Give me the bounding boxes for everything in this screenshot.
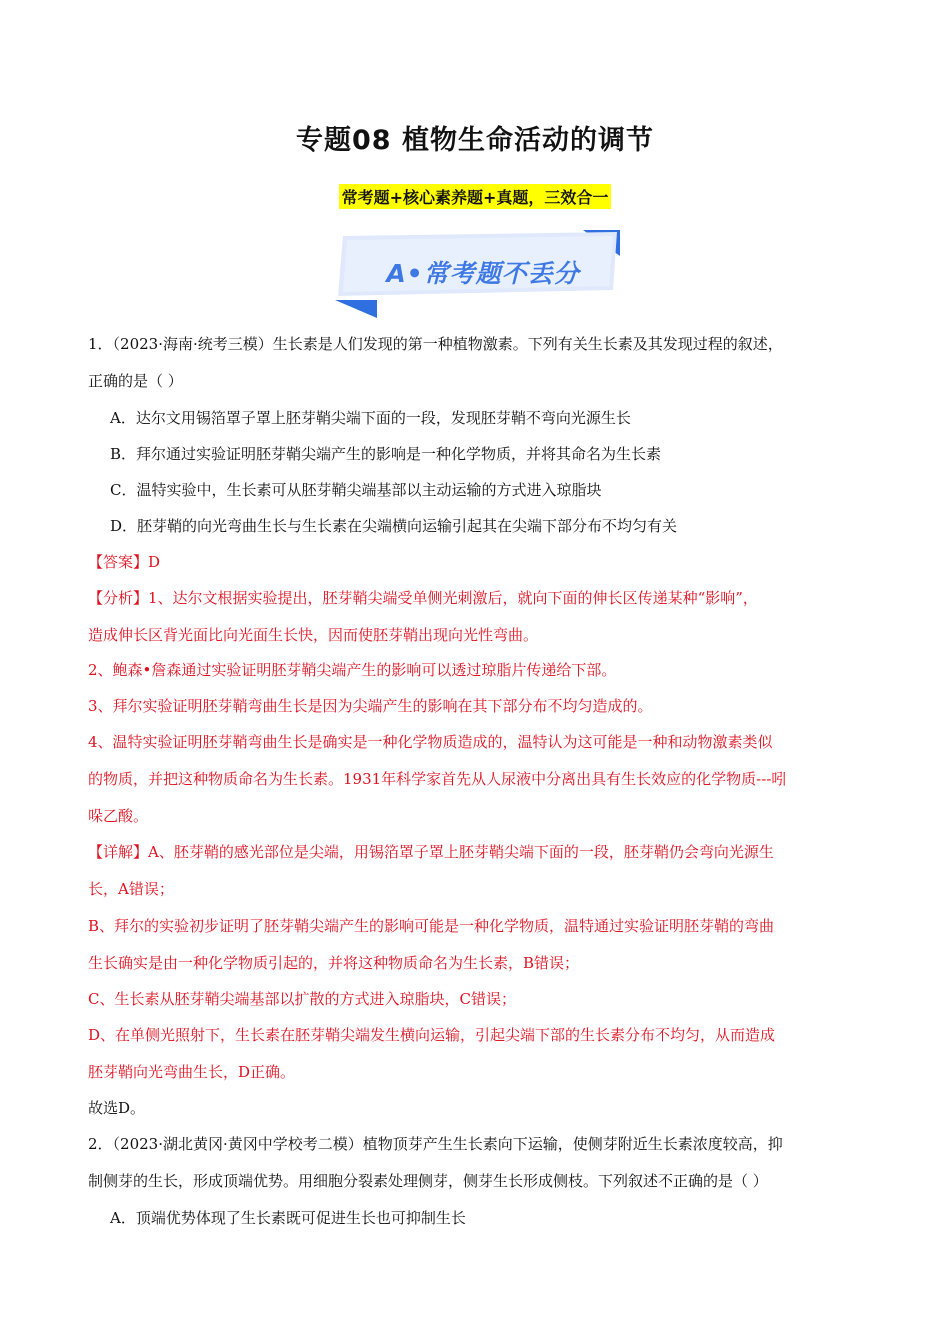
subtitle-highlight: 常考题+核心素养题+真题，三效合一 bbox=[339, 184, 612, 209]
analysis-tag: 【分析】 bbox=[88, 589, 149, 607]
q1-detail-line3: B、拜尔的实验初步证明了胚芽鞘尖端产生的影响可能是一种化学物质，温特通过实验证明胚芽鞘的弯曲 bbox=[88, 917, 775, 935]
q1-analysis-line5: 4、温特实验证明胚芽鞘弯曲生长是确实是一种化学物质造成的，温特认为这可能是一种和动物激素类似 bbox=[88, 733, 773, 751]
q1-detail-line4: 生长确实是由一种化学物质引起的，并将这种物质命名为生长素，B错误； bbox=[88, 954, 580, 972]
q2-stem-line1: 2．（2023·湖北黄冈·黄冈中学校考二模）植物顶芽产生生长素向下运输，使侧芽附近生长素浓度较高，抑 bbox=[88, 1135, 783, 1153]
q1-conclusion: 故选D。 bbox=[88, 1099, 146, 1117]
q1-analysis-line1: 【分析】1、达尔文根据实验提出，胚芽鞘尖端受单侧光刺激后，就向下面的伸长区传递某种“影响”， bbox=[88, 589, 758, 607]
q1-analysis-line6: 的物质，并把这种物质命名为生长素。1931年科学家首先从人尿液中分离出具有生长效应的化学物质---吲 bbox=[88, 770, 787, 788]
subtitle-wrap bbox=[0, 184, 950, 209]
q1-detail-line2: 长，A错误； bbox=[88, 880, 174, 898]
q1-answer: 【答案】D bbox=[88, 553, 161, 571]
q1-analysis-line2: 造成伸长区背光面比向光面生长快，因而使胚芽鞘出现向光性弯曲。 bbox=[88, 626, 539, 644]
q1-analysis-line3: 2、鲍森•詹森通过实验证明胚芽鞘尖端产生的影响可以透过琼脂片传递给下部。 bbox=[88, 661, 617, 679]
q1-stem-line1: 1．（2023·海南·统考三模）生长素是人们发现的第一种植物激素。下列有关生长素及其发现过程的叙述， bbox=[88, 335, 783, 353]
detail-tag: 【详解】 bbox=[88, 843, 149, 861]
section-banner bbox=[335, 230, 625, 318]
q1-detail-line7: 胚芽鞘向光弯曲生长，D正确。 bbox=[88, 1063, 296, 1081]
q1-detail-line6: D、在单侧光照射下，生长素在胚芽鞘尖端发生横向运输，引起尖端下部的生长素分布不均匀，从而造成 bbox=[88, 1026, 776, 1044]
q1-option-d: D．胚芽鞘的向光弯曲生长与生长素在尖端横向运输引起其在尖端下部分布不均匀有关 bbox=[110, 517, 678, 535]
q1-option-a: A．达尔文用锡箔罩子罩上胚芽鞘尖端下面的一段，发现胚芽鞘不弯向光源生长 bbox=[110, 409, 631, 427]
banner-label: A•常考题不丢分 bbox=[386, 259, 580, 288]
q1-stem-line2: 正确的是（ ） bbox=[88, 372, 183, 390]
q2-stem-line2: 制侧芽的生长，形成顶端优势。用细胞分裂素处理侧芽，侧芽生长形成侧枝。下列叙述不正确的是（ ） bbox=[88, 1172, 768, 1190]
q1-analysis-line7: 哚乙酸。 bbox=[88, 807, 149, 825]
q1-option-c: C．温特实验中，生长素可从胚芽鞘尖端基部以主动运输的方式进入琼脂块 bbox=[110, 481, 602, 499]
q1-analysis-line4: 3、拜尔实验证明胚芽鞘弯曲生长是因为尖端产生的影响在其下部分布不均匀造成的。 bbox=[88, 697, 653, 715]
page-title: 专题08 植物生命活动的调节 bbox=[296, 125, 654, 156]
q1-detail-line5: C、生长素从胚芽鞘尖端基部以扩散的方式进入琼脂块，C错误； bbox=[88, 990, 516, 1008]
q2-option-a: A．顶端优势体现了生长素既可促进生长也可抑制生长 bbox=[110, 1209, 466, 1227]
q1-option-b: B．拜尔通过实验证明胚芽鞘尖端产生的影响是一种化学物质，并将其命名为生长素 bbox=[110, 445, 662, 463]
q1-detail-line1: 【详解】A、胚芽鞘的感光部位是尖端，用锡箔罩子罩上胚芽鞘尖端下面的一段，胚芽鞘仍会弯向光源生 bbox=[88, 843, 774, 861]
